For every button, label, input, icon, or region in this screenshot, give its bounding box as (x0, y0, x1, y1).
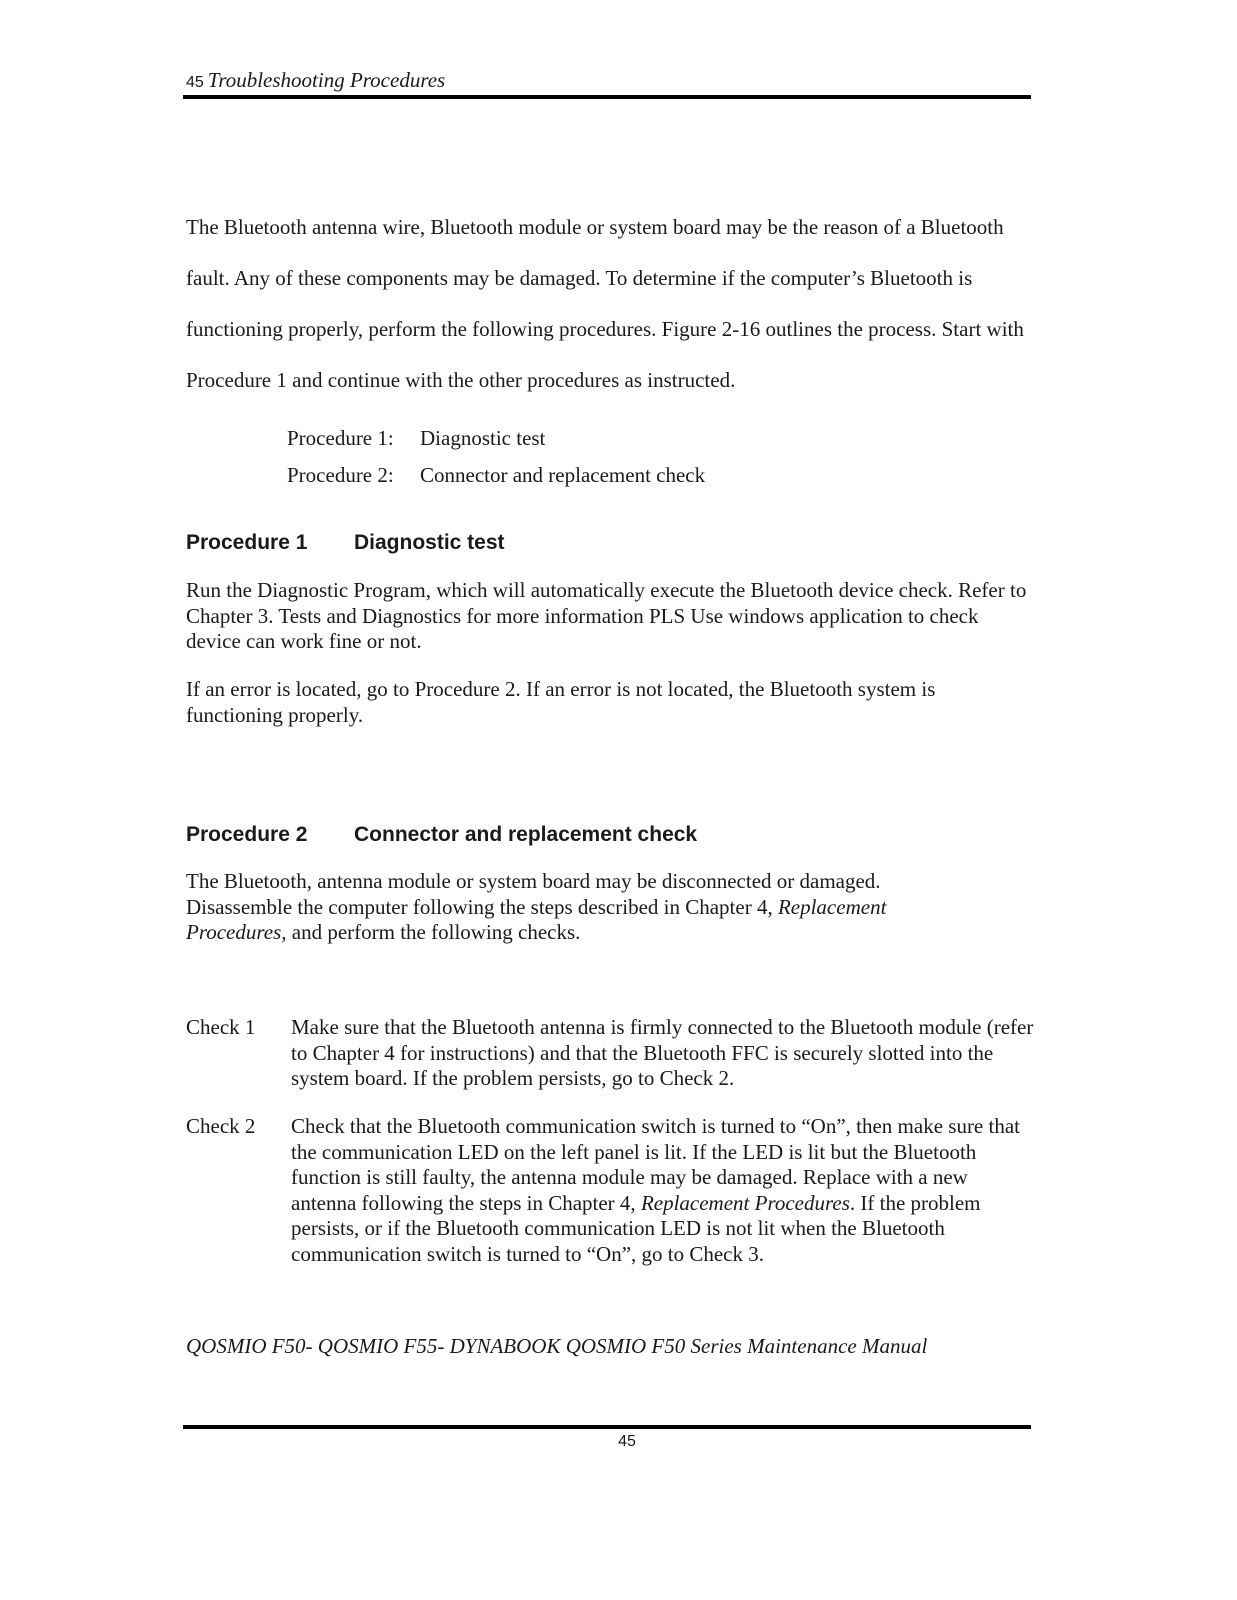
procedure-list (287, 420, 705, 494)
procedure2-text-before: The Bluetooth, antenna module or system board may be disconnected or damaged. Disassemble the computer following the steps described in Chapter 4, (186, 869, 881, 919)
check2-text-before: Check that the Bluetooth communication switch is turned to “On”, then make sure that the communication LED on the left panel is lit. If the LED is lit but the Bluetooth function is still faulty, the antenna module may be damaged. Replace with a new antenna following the steps in Chapter 4, (291, 1114, 1020, 1215)
procedure1-heading (186, 529, 505, 557)
procedure-list-item (287, 457, 705, 494)
page-header (186, 66, 445, 97)
header-page-number: 45 (186, 74, 204, 91)
check-label: Check 1 (186, 1015, 256, 1039)
check-text: Make sure that the Bluetooth antenna is firmly connected to the Bluetooth module (refer to Chapter 4 for instructions) and that the Bluetooth FFC is securely slotted into the system board. If the problem persists, go to Check 2. (291, 1015, 1034, 1090)
checks-list-2 (186, 1114, 1036, 1267)
check-label: Check 2 (186, 1114, 256, 1138)
procedure1-number: Procedure 1 (186, 531, 308, 554)
procedure2-number: Procedure 2 (186, 823, 308, 846)
intro-paragraph: The Bluetooth antenna wire, Bluetooth module or system board may be the reason of a Bluetooth fault. Any of these components may be damaged. To determine if the computer’s Bluetooth is functioning properly, perform the following procedures. Figure 2-16 outlines the process. Start with Procedure 1 and continue with the other procedures as instructed. (186, 215, 1024, 392)
check-item (186, 1015, 1036, 1092)
check2-text-after: . If the problem persists, or if the Bluetooth communication LED is not lit when the Bluetooth communication switch is turned to “On”, go to Check 3. (291, 1190, 981, 1266)
footer-rule (183, 1425, 1031, 1429)
procedure-list-name: Connector and replacement check (420, 463, 706, 487)
procedure2-title: Connector and replacement check (354, 823, 698, 846)
procedure-list-item (287, 420, 705, 457)
check-text (291, 1114, 1036, 1267)
procedure1-paragraph-1: Run the Diagnostic Program, which will automatically execute the Bluetooth device check. Refer to Chapter 3. Tests and Diagnostics for more information PLS Use windows application to check device can work fine or not. (186, 578, 1027, 653)
check2-text-italic: Replacement Procedures (640, 1190, 850, 1215)
footer-manual-title: QOSMIO F50- QOSMIO F55- DYNABOOK QOSMIO F50 Series Maintenance Manual (186, 1334, 928, 1358)
procedure2-text-after: , and perform the following checks. (281, 920, 581, 944)
procedure1-title: Diagnostic test (354, 531, 505, 554)
checks-list (186, 1015, 1036, 1092)
procedure-list-label: Procedure 2: (287, 463, 394, 487)
procedure-list-name: Diagnostic test (420, 426, 546, 450)
procedure1-paragraph-2: If an error is located, go to Procedure 2. If an error is not located, the Bluetooth system is functioning properly. (186, 677, 936, 727)
check-item (186, 1114, 1036, 1267)
footer-page-number: 45 (618, 1433, 636, 1450)
procedure2-text-italic: Replacement Procedures (186, 894, 887, 944)
procedure2-paragraph (186, 869, 956, 946)
header-section-title: Troubleshooting Procedures (207, 68, 446, 92)
header-rule (183, 95, 1031, 99)
procedure-list-label: Procedure 1: (287, 426, 394, 450)
procedure2-heading (186, 821, 697, 849)
